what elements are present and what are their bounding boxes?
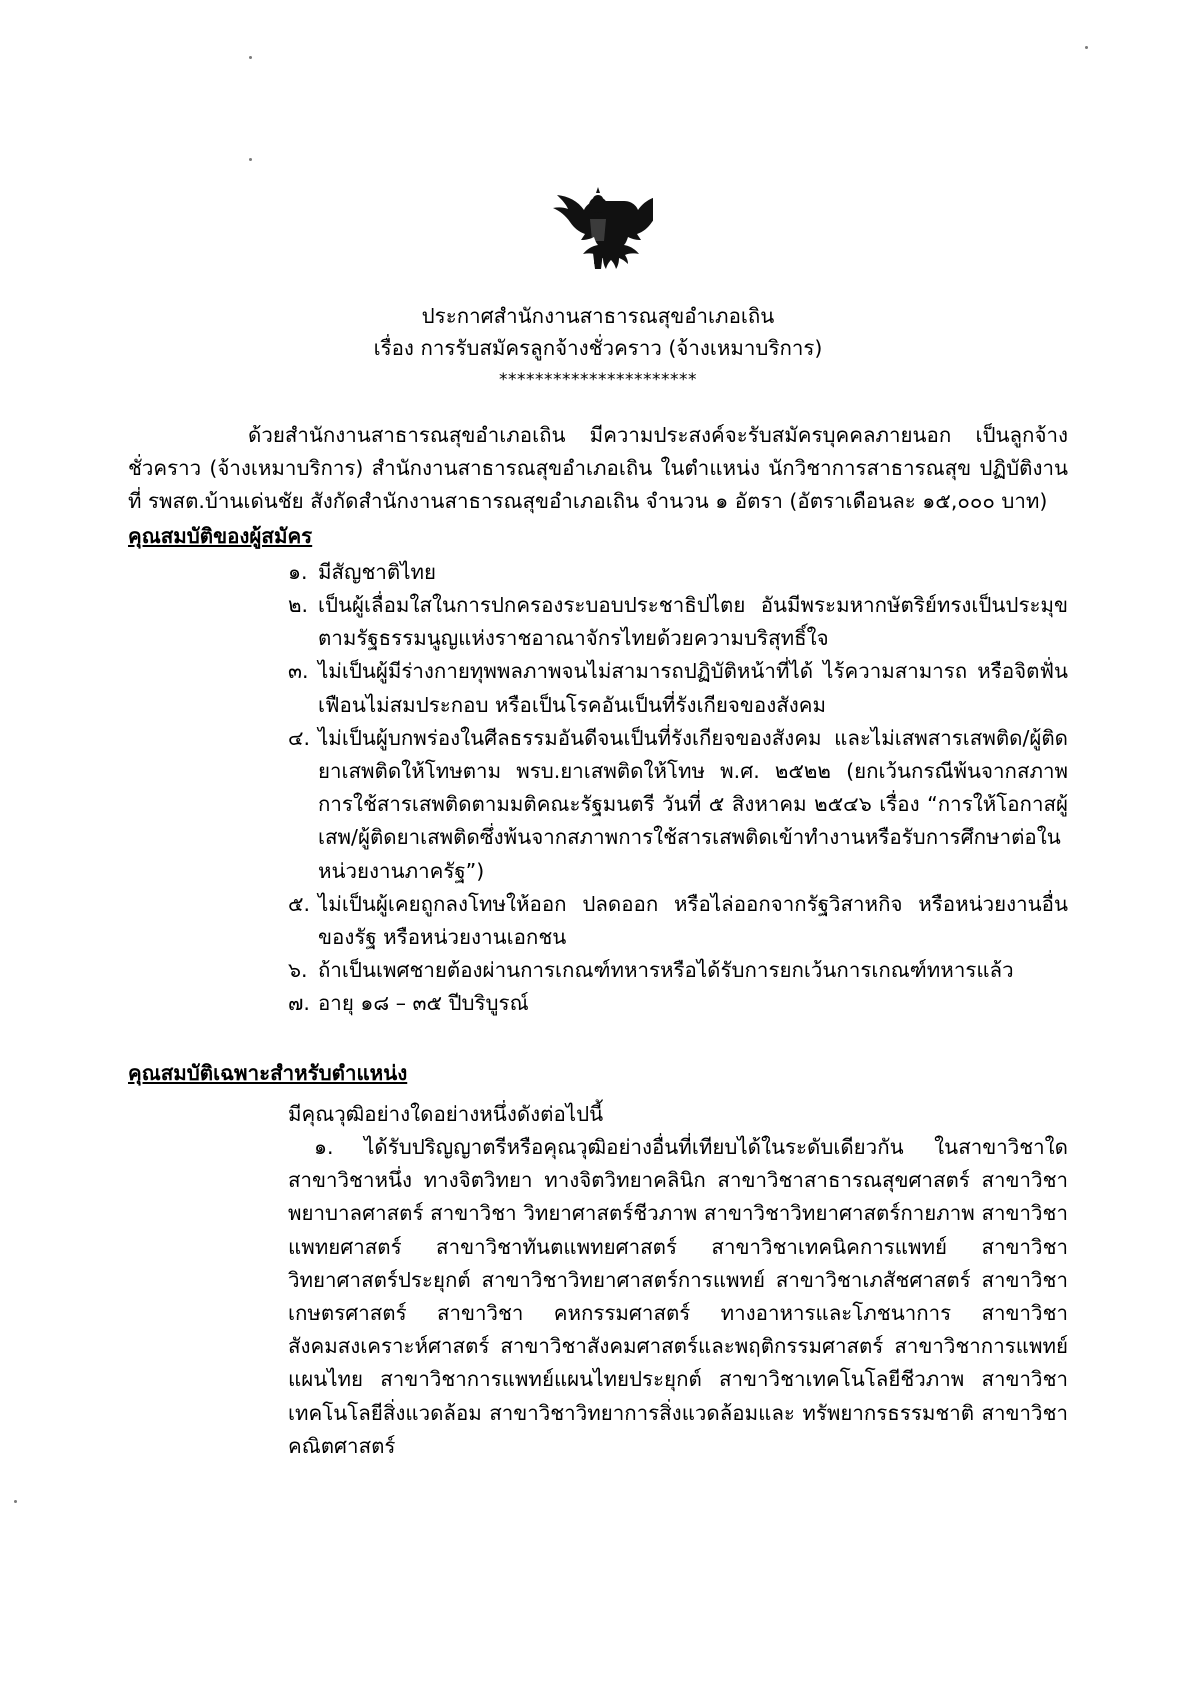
scan-speck [14,1500,17,1503]
list-item-text: ไม่เป็นผู้มีร่างกายทุพพลภาพจนไม่สามารถปฏิบัติหน้าที่ได้ ไร้ความสามารถ หรือจิตฟั่นเฟือนไม่สมประกอบ หรือเป็นโรคอันเป็นที่รังเกียจของสังคม [318,659,1068,717]
document-body [128,0,1068,1463]
section-heading-position-qualifications: คุณสมบัติเฉพาะสำหรับตำแหน่ง [128,1060,408,1085]
qualifications-list [128,556,1068,1021]
section2-intro: มีคุณวุฒิอย่างใดอย่างหนึ่งดังต่อไปนี้ [288,1101,604,1126]
list-item-text: ถ้าเป็นเพศชายต้องผ่านการเกณฑ์ทหารหรือได้รับการยกเว้นการเกณฑ์ทหารแล้ว [318,958,1014,983]
document-header [128,301,1068,393]
list-item [288,589,1068,655]
header-line-1: ประกาศสำนักงานสาธารณสุขอำเภอเถิน [421,304,775,328]
list-item-text: ไม่เป็นผู้บกพร่องในศีลธรรมอันดีจนเป็นที่รังเกียจของสังคม และไม่เสพสารเสพติด/ผู้ติดยาเสพติดให้โทษตาม พรบ.ยาเสพติดให้โทษ พ.ศ. ๒๕๒๒ (ยกเว้นกรณีพ้นจากสภาพการใช้สารเสพติดตามมติคณะรัฐมนตรี วันที่ ๕ สิงหาคม ๒๕๔๖ เรื่อง “การให้โอกาสผู้เสพ/ผู้ติดยาเสพติดซึ่งพ้นจากสภาพการใช้สารเสพติดเข้าทำงานหรือรับการศึกษาต่อในหน่วยงานภาครัฐ”) [318,725,1068,883]
list-item-text: มีสัญชาติไทย [318,559,437,584]
list-item [288,888,1068,954]
list-item-number: ๓. [288,659,309,684]
list-item-number: ๔. [288,725,311,750]
list-item-number: ๗. [288,991,310,1016]
section-heading-qualifications: คุณสมบัติของผู้สมัคร [128,524,313,549]
document-content [128,419,1068,1463]
header-star-divider: ********************** [499,369,697,390]
intro-paragraph: ด้วยสำนักงานสาธารณสุขอำเภอเถิน มีความประสงค์จะรับสมัครบุคคลภายนอก เป็นลูกจ้างชั่วคราว (จ้างเหมาบริการ) สำนักงานสาธารณสุขอำเภอเถิน ในตำแหน่ง นักวิชาการสาธารณสุข ปฏิบัติงานที่ รพสต.บ้านเด่นชัย สังกัดสำนักงานสาธารณสุขอำเภอเถิน จำนวน ๑ อัตรา (อัตราเดือนละ ๑๕,๐๐๐ บาท) [128,422,1068,514]
list-item-number: ๑. [314,1134,334,1159]
list-item [288,954,1068,987]
scan-speck [1085,46,1088,49]
list-item-number: ๖. [288,958,308,983]
list-item [288,722,1068,888]
list-item-number: ๕. [288,891,311,916]
garuda-emblem-icon [543,175,653,285]
list-item-text: ไม่เป็นผู้เคยถูกลงโทษให้ออก ปลดออก หรือไล่ออกจากรัฐวิสาหกิจ หรือหน่วยงานอื่นของรัฐ หรือหน่วยงานเอกชน [318,891,1068,949]
list-item-number: ๒. [288,592,309,617]
section2-item-1 [128,1131,1068,1463]
list-item-text: เป็นผู้เลื่อมใสในการปกครองระบอบประชาธิปไตย อันมีพระมหากษัตริย์ทรงเป็นประมุขตามรัฐธรรมนูญแห่งราชอาณาจักรไทยด้วยความบริสุทธิ์ใจ [318,592,1068,651]
list-item-text: อายุ ๑๘ – ๓๕ ปีบริบูรณ์ [318,991,529,1016]
list-item [288,655,1068,721]
list-item-number: ๑. [288,559,308,584]
emblem-container [128,0,1068,289]
list-item-text: ได้รับปริญญาตรีหรือคุณวุฒิอย่างอื่นที่เทียบได้ในระดับเดียวกัน ในสาขาวิชาใดสาขาวิชาหนึ่ง ทางจิตวิทยา ทางจิตวิทยาคลินิก สาขาวิชาสาธารณสุขศาสตร์ สาขาวิชาพยาบาลศาสตร์ สาขาวิชา วิทยาศาสตร์ชีวภาพ สาขาวิชาวิทยาศาสตร์กายภาพ สาขาวิชาแพทยศาสตร์ สาขาวิชาทันตแพทยศาสตร์ สาขาวิชาเทคนิคการแพทย์ สาขาวิชาวิทยาศาสตร์ประยุกต์ สาขาวิชาวิทยาศาสตร์การแพทย์ สาขาวิชาเภสัชศาสตร์ สาขาวิชาเกษตรศาสตร์ สาขาวิชา คหกรรมศาสตร์ ทางอาหารและโภชนาการ สาขาวิชาสังคมสงเคราะห์ศาสตร์ สาขาวิชาสังคมศาสตร์และพฤติกรรมศาสตร์ สาขาวิชาการแพทย์แผนไทย สาขาวิชาการแพทย์แผนไทยประยุกต์ สาขาวิชาเทคโนโลยีชีวภาพ สาขาวิชาเทคโนโลยีสิ่งแวดล้อม สาขาวิชาวิทยาการสิ่งแวดล้อมและ ทรัพยากรธรรมชาติ สาขาวิชาคณิตศาสตร์ [288,1134,1068,1458]
list-item [288,556,1068,589]
section-spacer [128,1021,1068,1055]
list-item [288,987,1068,1020]
header-line-2: เรื่อง การรับสมัครลูกจ้างชั่วคราว (จ้างเหมาบริการ) [373,335,823,360]
